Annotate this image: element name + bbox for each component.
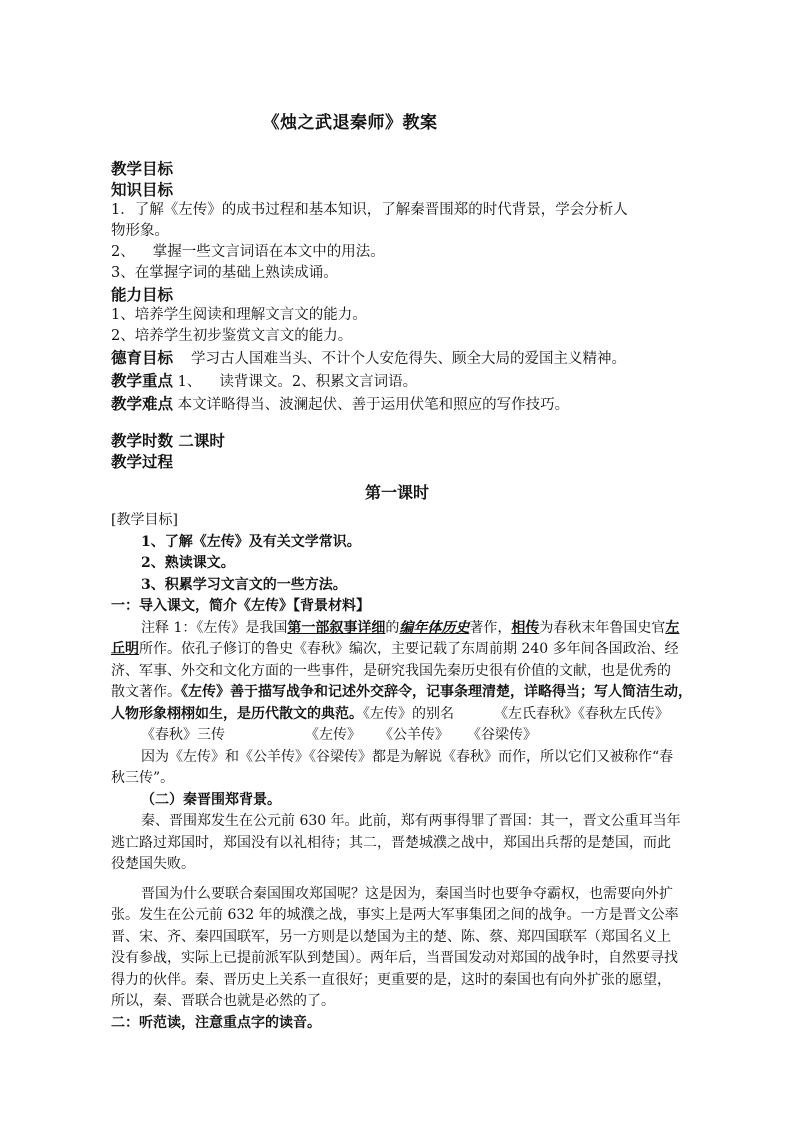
note-1-line-6 xyxy=(111,725,691,747)
ability-item-2: 2、培养学生初步鉴赏文言文的能力。 xyxy=(111,328,353,344)
focus-text: 读背课文。2、积累文言词语。 xyxy=(219,374,418,390)
note-text: 的 xyxy=(385,619,400,636)
teaching-difficulty xyxy=(111,393,691,416)
note-text: 注释 1：《左传》是我国 xyxy=(141,619,288,636)
note-text: 《左传》 xyxy=(305,727,361,743)
knowledge-item-1: 1．了解《左传》的成书过程和基本知识，了解秦晋围郑的时代背景，学会分析人 xyxy=(111,202,628,218)
lesson-goal-1: 1、了解《左传》及有关文学常识。 xyxy=(141,533,361,550)
background-line-3: 役楚国失败。 xyxy=(111,856,195,872)
objectives-heading: 教学目标 xyxy=(111,159,174,178)
knowledge-item-2-text: 掌握一些文言词语在本文中的用法。 xyxy=(152,244,385,260)
knowledge-item-2 xyxy=(111,242,691,263)
note-text: 《公羊传》 xyxy=(379,727,449,743)
note-text: 《左氏春秋》《春秋左氏传》 xyxy=(494,705,669,722)
note-emphasis: 《左传》善于描写战争和记述外交辞令，记事条理清楚，详略得当；写人简洁生动， xyxy=(181,684,692,700)
knowledge-item-3: 3、在掌握字词的基础上熟读成诵。 xyxy=(111,265,338,281)
note-1-line-3: 济、军事、外交和文化方面的一些事件，是研究我国先秦历史很有价值的文献，也是优秀的 xyxy=(111,662,671,679)
subsection-2-heading: （二）秦晋围郑背景。 xyxy=(141,791,281,808)
note-emphasis: 左 xyxy=(665,619,680,636)
note-text: 著作， xyxy=(469,619,512,636)
note-emphasis: 相传 xyxy=(511,619,540,636)
note-emphasis: 丘明 xyxy=(111,641,139,657)
context-line-1: 晋国为什么要联合秦国围攻郑国呢？这是因为，秦国当时也要争夺霸权，也需要向外扩 xyxy=(141,885,673,902)
moral-goal xyxy=(111,347,691,370)
moral-text: 学习古人国难当头、不计个人安危得失、顾全大局的爱国主义精神。 xyxy=(191,351,627,367)
note-1-line-8: 秋三传”。 xyxy=(111,770,175,786)
note-1-line-7: 因为《左传》和《公羊传》《谷梁传》都是为解说《春秋》而作，所以它们又被称作“春 xyxy=(141,748,674,765)
note-emphasis: 编年体历史 xyxy=(399,619,470,636)
difficulty-label: 教学难点 xyxy=(111,394,174,413)
note-emphasis: 第一部叙事详细 xyxy=(287,619,386,636)
lesson-goal-3: 3、积累学习文言文的一些方法。 xyxy=(141,576,347,593)
note-emphasis: 人物形象栩栩如生，是历代散文的典范。 xyxy=(111,705,363,722)
lesson-1-title: 第一课时 xyxy=(364,483,429,502)
note-1-line-2 xyxy=(111,639,691,661)
note-text: 散文著作。 xyxy=(111,684,181,700)
teaching-process: 教学过程 xyxy=(111,452,174,471)
context-line-5: 得力的伙伴。秦、晋历史上关系一直很好；更重要的是，这时的秦国也有向外扩张的愿望， xyxy=(111,971,671,988)
note-1-line-4 xyxy=(111,682,691,704)
lesson-goals-heading: [教学目标] xyxy=(111,512,178,528)
knowledge-item-1-cont: 物形象。 xyxy=(111,223,169,239)
ability-heading: 能力目标 xyxy=(111,285,174,304)
difficulty-text: 本文详略得当、波澜起伏、善于运用伏笔和照应的写作技巧。 xyxy=(177,397,570,413)
context-line-6: 所以，秦、晋联合也就是必然的了。 xyxy=(111,993,335,1009)
note-text: 《谷梁传》 xyxy=(467,727,537,743)
background-line-1: 秦、晋围郑发生在公元前 630 年。此前，郑有两事得罪了晋国：其一，晋文公重耳当年 xyxy=(141,813,681,829)
objectives-section xyxy=(111,158,691,416)
page-title: 《烛之武退秦师》教案 xyxy=(262,113,438,133)
section-1-heading: 一：导入课文，简介《左传》【背景材料】 xyxy=(111,598,370,614)
knowledge-item-2-num: 2、 xyxy=(111,244,135,260)
context-line-4: 没有参战，实际上已提前派军队到楚国）。两年后，当晋国发动对郑国的战争时，自然要寻找 xyxy=(111,950,678,966)
note-text: 所作。依孔子修订的鲁史《春秋》编次，主要记载了东周前期 240 多年间各国政治、经 xyxy=(139,641,679,657)
focus-label: 教学重点 xyxy=(111,371,174,390)
moral-label: 德育目标 xyxy=(111,348,174,367)
note-text: 《左传》的别名 xyxy=(363,705,454,722)
knowledge-heading: 知识目标 xyxy=(111,180,174,199)
background-line-2: 逃亡路过郑国时，郑国没有以礼相待；其二，晋楚城濮之战中，郑国出兵帮的是楚国，而此 xyxy=(111,834,671,851)
context-line-3: 晋、宋、齐、秦四国联军，另一方则是以楚国为主的楚、陈、蔡、郑四国联军（郑国名义上 xyxy=(111,928,671,945)
teaching-hours: 教学时数 二课时 xyxy=(111,431,225,450)
note-text: 为春秋末年鲁国史官 xyxy=(539,619,666,636)
ability-item-1: 1、培养学生阅读和理解文言文的能力。 xyxy=(111,307,367,323)
lesson-goal-2: 2、熟读课文。 xyxy=(141,555,235,571)
note-text: 《春秋》三传 xyxy=(141,727,225,743)
note-1-line-5 xyxy=(111,704,691,726)
teaching-focus xyxy=(111,370,691,393)
context-line-2: 张。发生在公元前 632 年的城濮之战，事实上是两大军事集团之间的战争。一方是晋文公率 xyxy=(111,907,679,923)
lesson-1-content xyxy=(111,510,691,1034)
note-1-line-1 xyxy=(111,618,691,640)
schedule-section xyxy=(111,430,691,472)
focus-num: 1、 xyxy=(177,374,202,390)
section-2-heading: 二：听范读，注意重点字的读音。 xyxy=(111,1014,321,1031)
